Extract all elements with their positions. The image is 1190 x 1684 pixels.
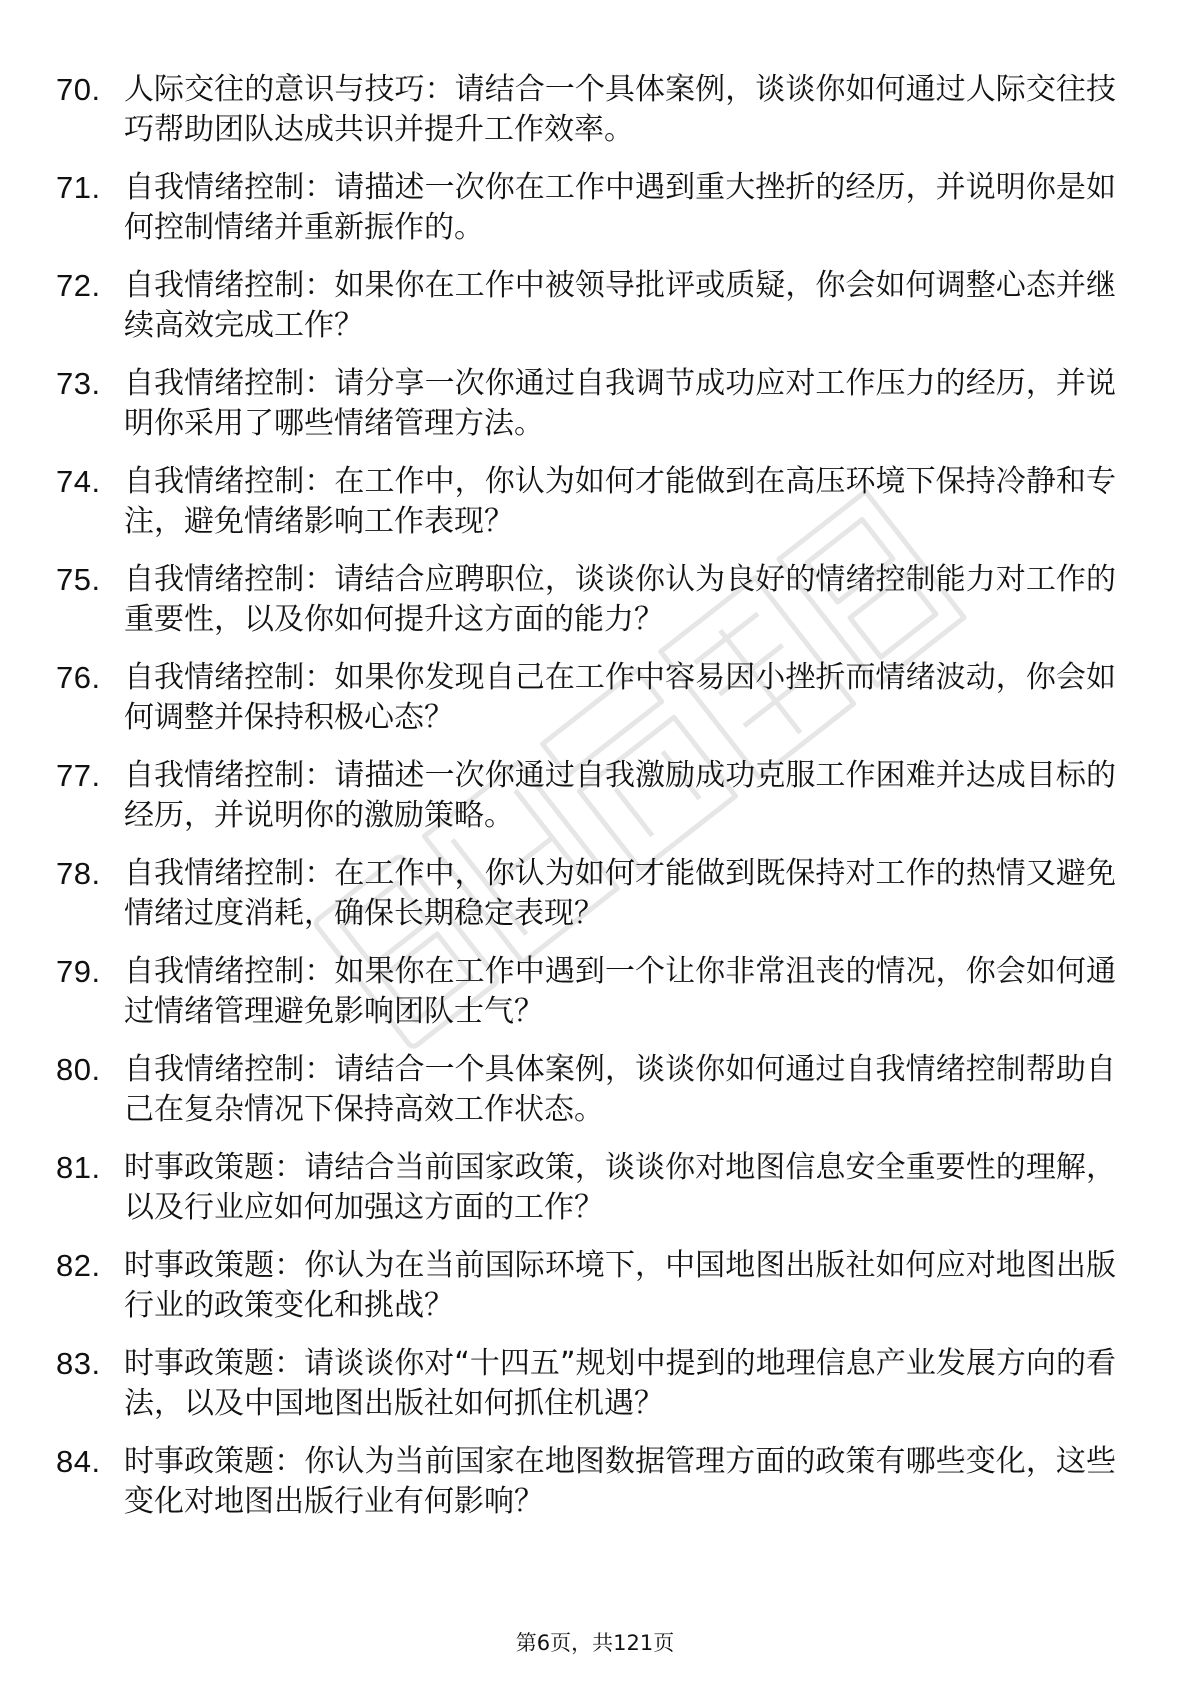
question-text: 时事政策题：请谈谈你对“十四五”规划中提到的地理信息产业发展方向的看法，以及中国地图出版社如何抓住机遇？ [124,1346,1116,1421]
question-text: 自我情绪控制：如果你在工作中被领导批评或质疑，你会如何调整心态并继续高效完成工作？ [124,268,1116,343]
question-text: 自我情绪控制：请描述一次你在工作中遇到重大挫折的经历，并说明你是如何控制情绪并重新振作的。 [124,170,1116,245]
question-list [56,70,1116,1540]
page-footer [0,1630,1190,1656]
list-item [56,462,1116,560]
question-text: 自我情绪控制：请描述一次你通过自我激励成功克服工作困难并达成目标的经历，并说明你的激励策略。 [124,758,1116,833]
list-item [56,756,1116,854]
list-item [56,168,1116,266]
question-text: 自我情绪控制：请结合一个具体案例，谈谈你如何通过自我情绪控制帮助自己在复杂情况下保持高效工作状态。 [124,1052,1116,1127]
question-number: 76. [56,660,101,695]
question-number: 77. [56,758,101,793]
list-item [56,1344,1116,1442]
list-item [56,70,1116,168]
list-item [56,1050,1116,1148]
question-number: 83. [56,1346,101,1381]
question-text: 时事政策题：你认为当前国家在地图数据管理方面的政策有哪些变化，这些变化对地图出版行业有何影响？ [124,1444,1116,1519]
list-item [56,854,1116,952]
question-number: 70. [56,72,101,107]
question-text: 自我情绪控制：请结合应聘职位，谈谈你认为良好的情绪控制能力对工作的重要性，以及你如何提升这方面的能力？ [124,562,1116,637]
question-number: 74. [56,464,101,499]
question-number: 84. [56,1444,101,1479]
question-number: 73. [56,366,101,401]
list-item [56,1246,1116,1344]
question-text: 自我情绪控制：请分享一次你通过自我调节成功应对工作压力的经历，并说明你采用了哪些情绪管理方法。 [124,366,1116,441]
question-text: 时事政策题：请结合当前国家政策，谈谈你对地图信息安全重要性的理解，以及行业应如何加强这方面的工作？ [124,1150,1116,1225]
question-number: 80. [56,1052,101,1087]
question-text: 自我情绪控制：如果你在工作中遇到一个让你非常沮丧的情况，你会如何通过情绪管理避免影响团队士气？ [124,954,1116,1029]
list-item [56,560,1116,658]
question-number: 75. [56,562,101,597]
question-number: 82. [56,1248,101,1283]
list-item [56,1148,1116,1246]
list-item [56,952,1116,1050]
question-number: 72. [56,268,101,303]
question-number: 81. [56,1150,101,1185]
list-item [56,266,1116,364]
list-item [56,1442,1116,1540]
list-item [56,658,1116,756]
question-text: 自我情绪控制：在工作中，你认为如何才能做到在高压环境下保持冷静和专注，避免情绪影响工作表现？ [124,464,1116,539]
question-text: 自我情绪控制：如果你发现自己在工作中容易因小挫折而情绪波动，你会如何调整并保持积极心态？ [124,660,1116,735]
page-number-label: 第6页，共121页 [515,1631,675,1655]
question-text: 时事政策题：你认为在当前国际环境下，中国地图出版社如何应对地图出版行业的政策变化和挑战？ [124,1248,1116,1323]
question-number: 79. [56,954,101,989]
question-text: 自我情绪控制：在工作中，你认为如何才能做到既保持对工作的热情又避免情绪过度消耗，确保长期稳定表现？ [124,856,1116,931]
question-number: 78. [56,856,101,891]
question-number: 71. [56,170,101,205]
list-item [56,364,1116,462]
question-text: 人际交往的意识与技巧：请结合一个具体案例，谈谈你如何通过人际交往技巧帮助团队达成共识并提升工作效率。 [124,72,1116,147]
